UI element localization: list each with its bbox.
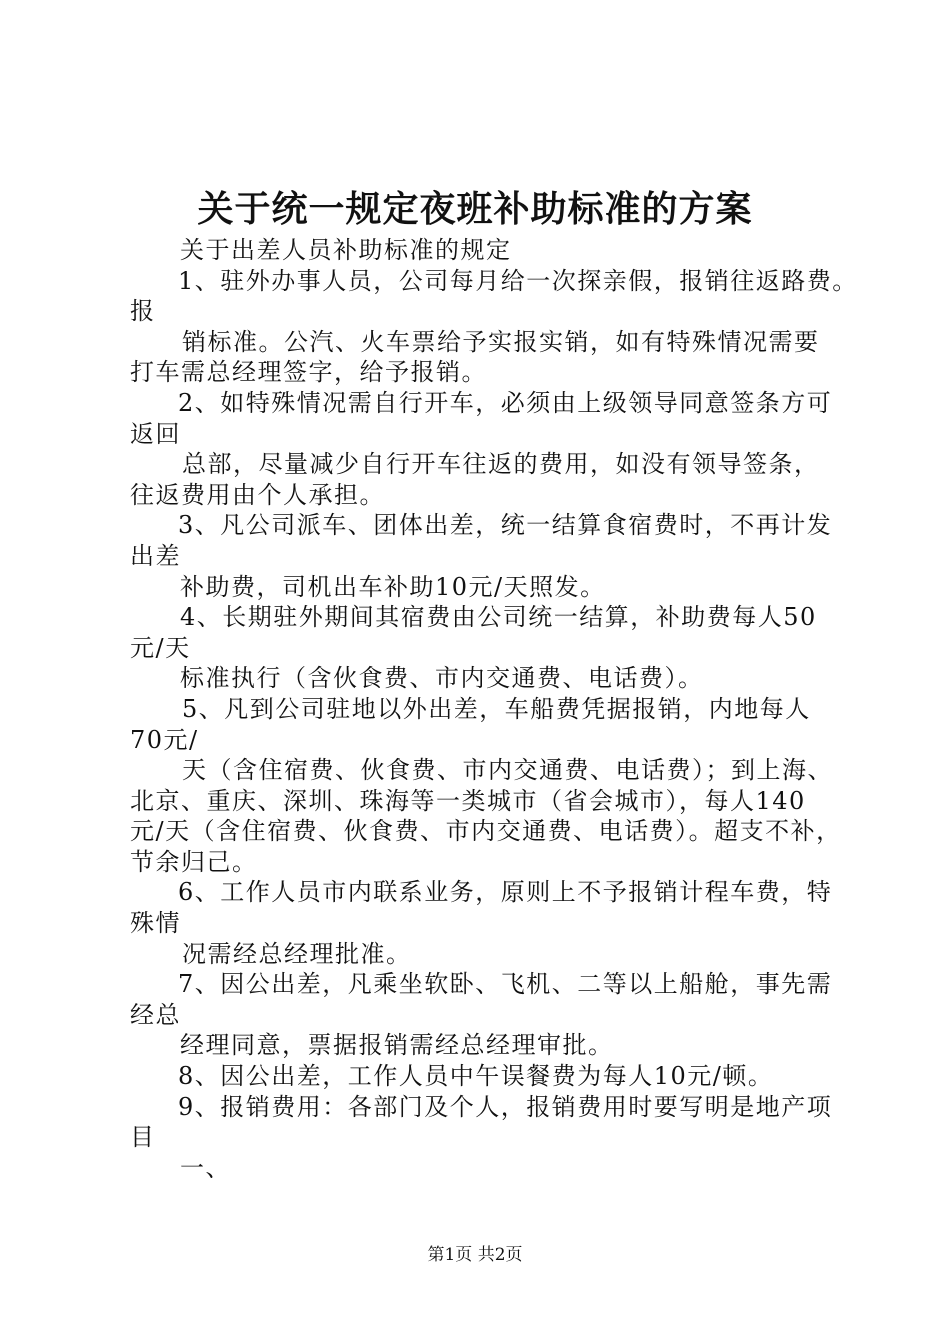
body-line: 北京、重庆、深圳、珠海等一类城市（省会城市），每人140 xyxy=(130,786,806,815)
body-line: 1、驻外办事人员，公司每月给一次探亲假，报销往返路费。 xyxy=(178,266,858,295)
body-line: 况需经总经理批准。 xyxy=(182,939,412,968)
body-line: 目 xyxy=(130,1123,156,1152)
body-line: 经理同意，票据报销需经总经理审批。 xyxy=(180,1031,614,1060)
body-line: 6、工作人员市内联系业务，原则上不予报销计程车费，特 xyxy=(178,878,833,907)
document-title: 关于统一规定夜班补助标准的方案 xyxy=(197,188,753,230)
body-line: 报 xyxy=(130,297,156,326)
body-line: 4、长期驻外期间其宿费由公司统一结算，补助费每人50 xyxy=(180,603,817,632)
body-line: 出差 xyxy=(130,541,181,570)
body-line: 元/天 xyxy=(130,633,191,662)
body-line: 关于出差人员补助标准的规定 xyxy=(180,236,512,264)
body-line: 9、报销费用：各部门及个人，报销费用时要写明是地产项 xyxy=(178,1092,833,1121)
body-line: 经总 xyxy=(130,1000,181,1029)
body-line: 殊情 xyxy=(130,909,181,938)
body-line: 销标准。公汽、火车票给予实报实销，如有特殊情况需要 xyxy=(182,327,820,356)
body-line: 标准执行（含伙食费、市内交通费、电话费）。 xyxy=(180,664,704,693)
body-line: 天（含住宿费、伙食费、市内交通费、电话费）；到上海、 xyxy=(182,756,833,785)
body-line: 往返费用由个人承担。 xyxy=(130,480,385,509)
body-line: 打车需总经理签字，给予报销。 xyxy=(130,358,487,387)
body-line: 70元/ xyxy=(130,725,199,754)
body-line: 元/天（含住宿费、伙食费、市内交通费、电话费）。超支不补， xyxy=(130,817,842,846)
body-line: 3、凡公司派车、团体出差，统一结算食宿费时，不再计发 xyxy=(178,511,833,540)
body-line: 总部，尽量减少自行开车往返的费用，如没有领导签条， xyxy=(182,450,820,479)
body-line: 节余归己。 xyxy=(130,847,258,876)
body-line: 5、凡到公司驻地以外出差，车船费凭据报销，内地每人 xyxy=(182,694,811,723)
body-line: 2、如特殊情况需自行开车，必须由上级领导同意签条方可 xyxy=(178,388,833,417)
body-line: 8、因公出差，工作人员中午误餐费为每人10元/顿。 xyxy=(178,1062,774,1091)
document-body xyxy=(130,235,858,1183)
body-line: 补助费，司机出车补助10元/天照发。 xyxy=(180,572,606,601)
body-line: 7、因公出差，凡乘坐软卧、飞机、二等以上船舱，事先需 xyxy=(178,970,833,999)
body-line: 返回 xyxy=(130,419,181,448)
page-footer: 第1页 共2页 xyxy=(427,1245,523,1265)
body-line: 一、 xyxy=(180,1153,231,1182)
